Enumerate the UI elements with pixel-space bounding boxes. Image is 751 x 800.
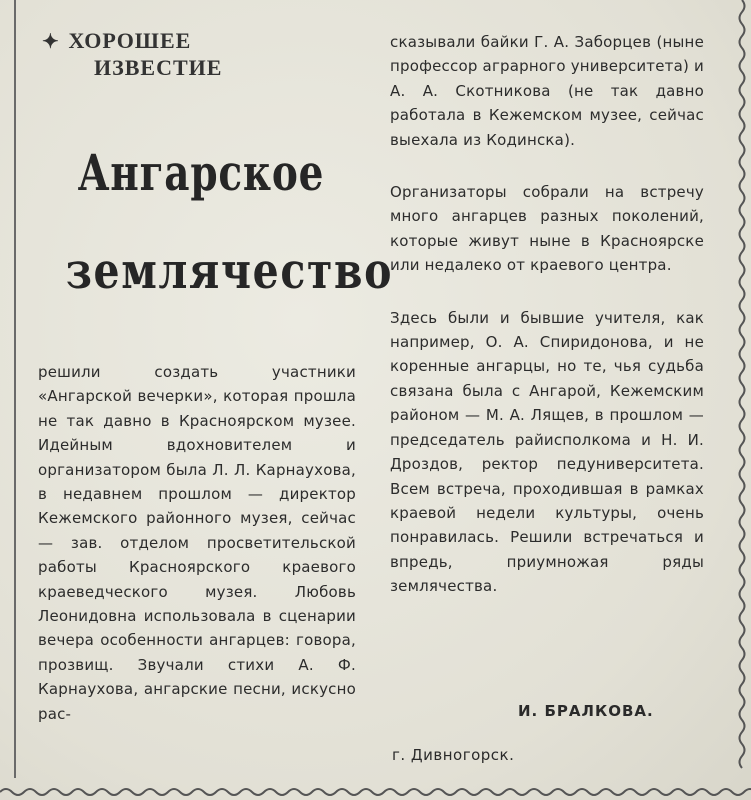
rubric-line-2: ИЗВЕСТИЕ bbox=[94, 55, 223, 80]
wavy-border-right bbox=[735, 0, 749, 800]
paragraph: Здесь были и бывшие учителя, как например, О. А. Спиридонова, и не коренные ангарцы, но те, чья судьба связана была с Ангарой, Кежемским районом — М. А. Лящев, в прошлом — председатель райисполкома и Н. И. Дроздов, ректор педуниверситета. Всем встреча, проходившая в рамках краевой недели культуры, очень понравилась. Решили встречаться и впредь, приумножая ряды землячества. bbox=[390, 308, 704, 596]
headline-word-2: землячество bbox=[65, 241, 394, 300]
author-location: г. Дивногорск. bbox=[392, 746, 515, 764]
column-rule bbox=[14, 0, 16, 778]
headline-word-1: Ангарское bbox=[77, 143, 325, 202]
article-column-right bbox=[390, 30, 704, 599]
paragraph: решили создать участники «Ангарской вечерки», которая прошла не так давно в Красноярском музее. Идейным вдохновителем и организатором была Л. Л. Карнаухова, в недавнем прошлом — директор Кежемского районного музея, сейчас — зав. отделом просветительской работы Красноярского краевого краеведческого музея. Любовь Леонидовна использовала в сценарии вечера особенности ангарцев: говора, прозвищ. Звучали стихи А. Ф. Карнаухова, ангарские песни, искусно рас- bbox=[38, 363, 356, 723]
paragraph: Организаторы собрали на встречу много ангарцев разных поколений, которые живут ныне в Красноярске или недалеко от краевого центра. bbox=[390, 183, 704, 275]
star-icon: ✦ bbox=[42, 31, 60, 53]
article-headline bbox=[36, 128, 394, 316]
rubric-line-1: ХОРОШЕЕ bbox=[68, 28, 192, 53]
article-column-left bbox=[38, 360, 356, 726]
author-signature: И. БРАЛКОВА. bbox=[518, 702, 654, 720]
paragraph: сказывали байки Г. А. Заборцев (ныне профессор аграрного университета) и А. А. Скотникова (не так давно работала в Кежемском музее, сейчас выехала из Кодинска). bbox=[390, 33, 704, 149]
wavy-border-bottom bbox=[0, 784, 751, 800]
rubric-heading bbox=[42, 28, 222, 81]
